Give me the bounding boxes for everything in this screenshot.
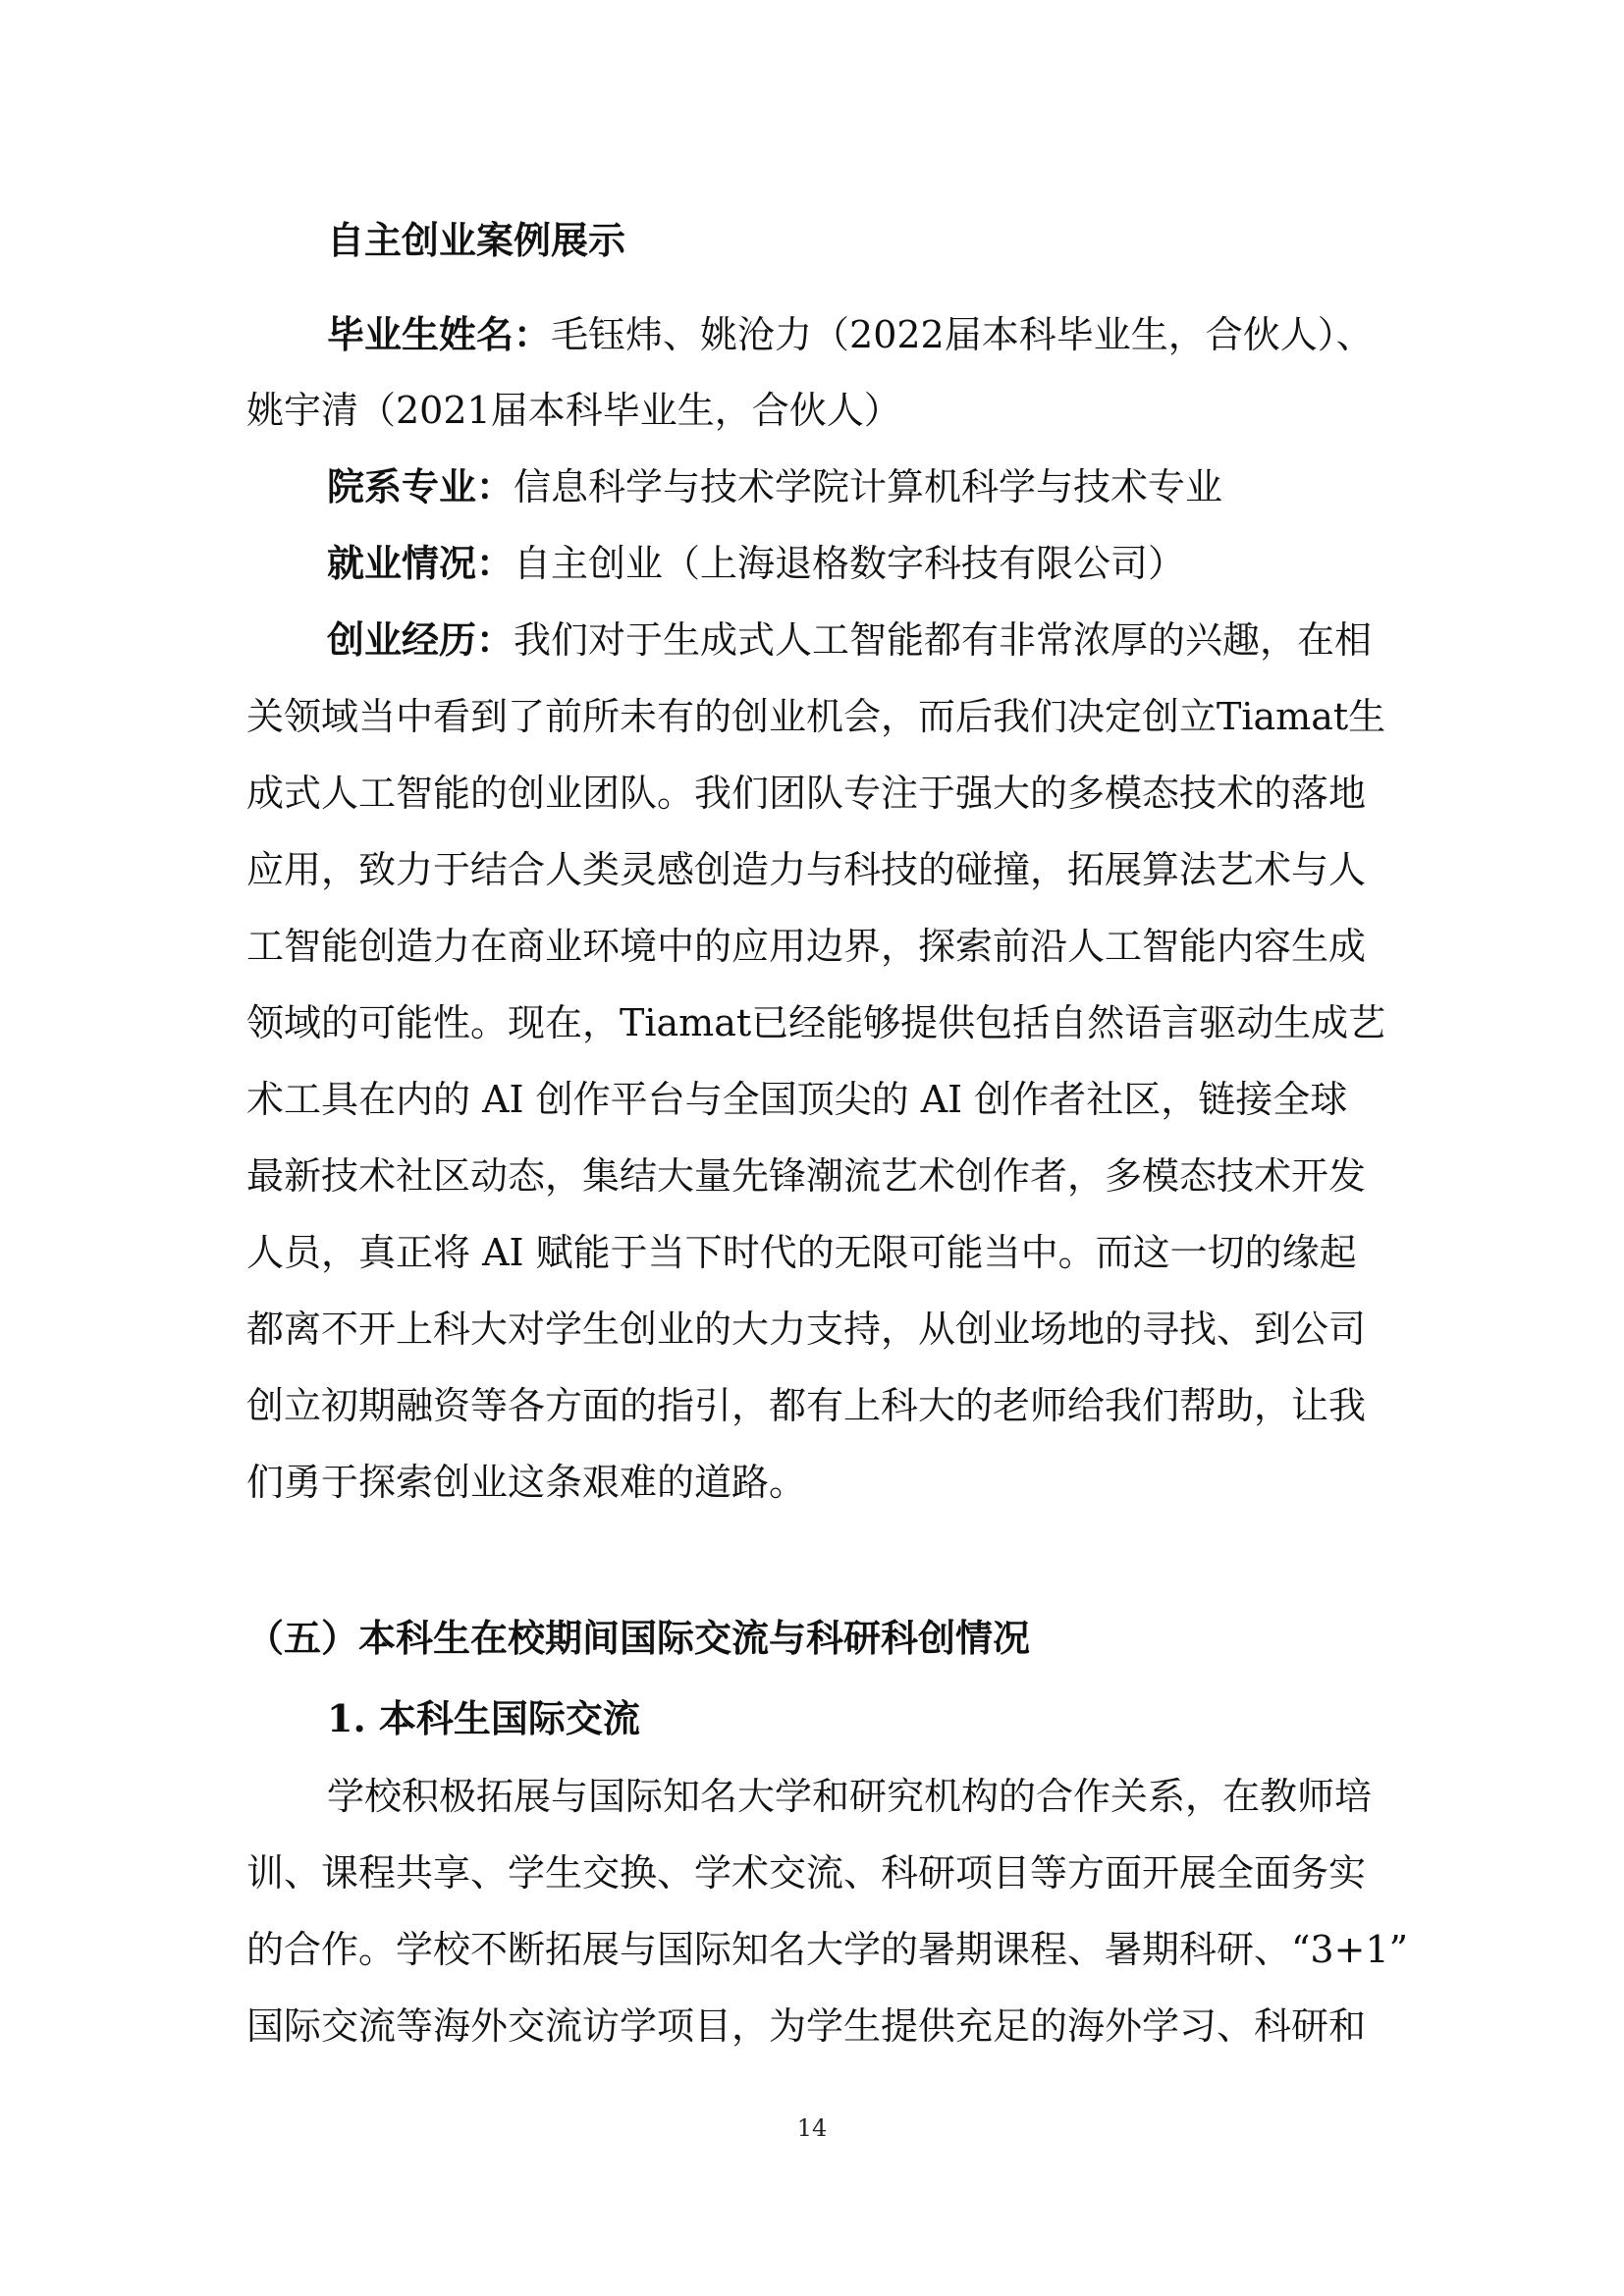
experience-line: 工智能创造力在商业环境中的应用边界，探索前沿人工智能内容生成: [246, 925, 1367, 968]
case-title: 自主创业案例展示: [327, 218, 626, 262]
experience-text: 我们对于生成式人工智能都有非常浓厚的兴趣，在相: [514, 618, 1373, 662]
department-label: 院系专业：: [327, 464, 514, 508]
department-line: [327, 464, 1223, 508]
experience-line: 应用，致力于结合人类灵感创造力与科技的碰撞，拓展算法艺术与人: [246, 848, 1367, 891]
experience-line: 关领域当中看到了前所未有的创业机会，而后我们决定创立Tiamat生: [246, 695, 1386, 738]
experience-line: 们勇于探索创业这条艰难的道路。: [246, 1461, 807, 1504]
page-number: 14: [796, 2114, 828, 2142]
experience-line: 最新技术社区动态，集结大量先锋潮流艺术创作者，多模态技术开发: [246, 1154, 1367, 1198]
graduate-names-2: 姚宇清（2021届本科毕业生，合伙人）: [246, 389, 901, 432]
intl-paragraph-line: 的合作。学校不断拓展与国际知名大学的暑期课程、暑期科研、“3+1”: [246, 1928, 1409, 1971]
experience-line-1: [327, 617, 1373, 662]
experience-line: 术工具在内的 AI 创作平台与全国顶尖的 AI 创作者社区，链接全球: [246, 1078, 1348, 1121]
experience-line: 领域的可能性。现在，Tiamat已经能够提供包括自然语言驱动生成艺: [246, 1001, 1386, 1044]
employment-line: [327, 541, 1186, 585]
experience-line: 创立初期融资等各方面的指引，都有上科大的老师给我们帮助，让我: [246, 1384, 1367, 1427]
intl-paragraph-line: 训、课程共享、学生交换、学术交流、科研项目等方面开展全面务实: [246, 1851, 1367, 1895]
experience-line: 都离不开上科大对学生创业的大力支持，从创业场地的寻找、到公司: [246, 1308, 1367, 1351]
graduate-line-1: [327, 312, 1374, 356]
experience-line: 人员，真正将 AI 赋能于当下时代的无限可能当中。而这一切的缘起: [246, 1231, 1357, 1274]
graduate-names-1: 毛钰炜、姚沧力（2022届本科毕业生，合伙人）、: [551, 313, 1374, 356]
subsection-heading: 1. 本科生国际交流: [327, 1696, 640, 1740]
graduate-label: 毕业生姓名：: [327, 312, 552, 356]
department-value: 信息科学与技术学院计算机科学与技术专业: [514, 465, 1223, 508]
intl-paragraph-line: 国际交流等海外交流访学项目，为学生提供充足的海外学习、科研和: [246, 2004, 1367, 2048]
experience-line: 成式人工智能的创业团队。我们团队专注于强大的多模态技术的落地: [246, 772, 1367, 815]
intl-paragraph-line: 学校积极拓展与国际知名大学和研究机构的合作关系，在教师培: [327, 1775, 1373, 1818]
section-heading: （五）本科生在校期间国际交流与科研科创情况: [246, 1616, 1031, 1660]
employment-label: 就业情况：: [327, 541, 514, 585]
employment-value: 自主创业（上海退格数字科技有限公司）: [514, 542, 1186, 585]
experience-label: 创业经历：: [327, 617, 514, 662]
